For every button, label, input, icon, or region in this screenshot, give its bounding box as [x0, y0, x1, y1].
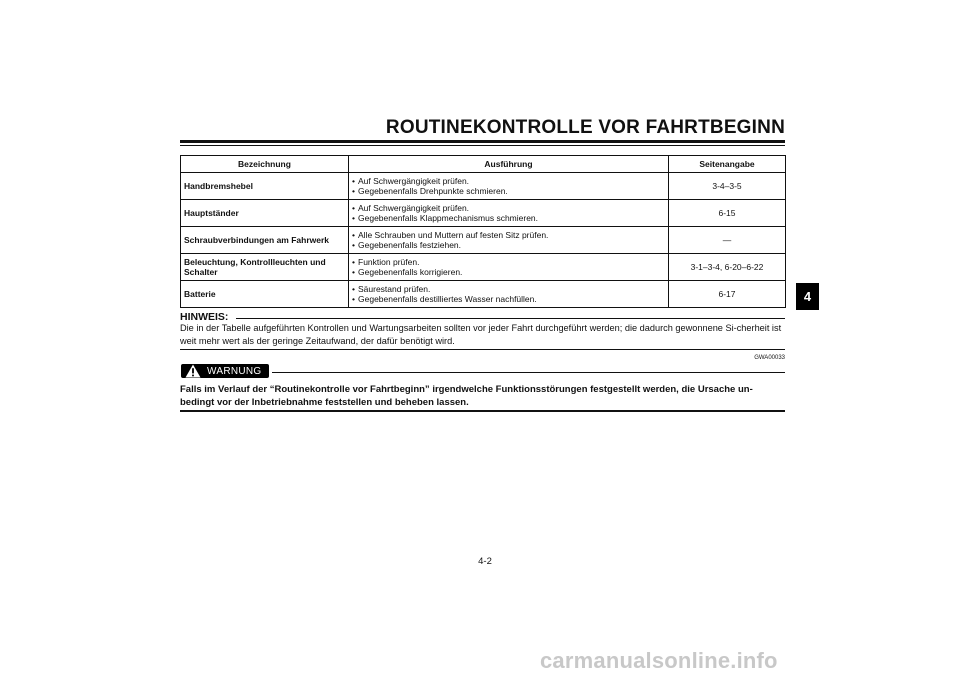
note-divider: [180, 349, 785, 350]
check-table: [180, 155, 786, 308]
watermark: carmanualsonline.info: [540, 648, 778, 673]
table-row: [181, 254, 786, 281]
row-actions: [349, 281, 669, 308]
table-row: [181, 281, 786, 308]
warning-label: WARNUNG: [207, 365, 262, 377]
warning-triangle-icon: [185, 364, 201, 378]
row-actions: [349, 173, 669, 200]
title-rule: [180, 140, 785, 146]
row-page: 3-1–3-4, 6-20–6-22: [669, 254, 786, 281]
table-row: [181, 227, 786, 254]
table-row: [181, 200, 786, 227]
warning-text: Falls im Verlauf der “Routinekontrolle vor Fahrtbeginn” irgendwelche Funktionsstörungen festgestellt werden, die Ursache un-bedingt vor der Inbetriebnahme feststellen und beheben lassen.: [180, 384, 753, 408]
action-item: • Funktion prüfen.: [352, 257, 665, 267]
page-number: 4-2: [478, 556, 492, 567]
action-item: • Gegebenenfalls festziehen.: [352, 240, 665, 250]
column-header-action: Ausführung: [349, 156, 669, 173]
action-item: • Gegebenenfalls Klappmechanismus schmieren.: [352, 213, 665, 223]
note-rule: [236, 318, 785, 319]
note-text: Die in der Tabelle aufgeführten Kontrollen und Wartungsarbeiten sollten vor jeder Fahrt durchgeführt werden; die dadurch gewonnene Si-cherheit ist weit mehr wert als der geringe Zeitaufwand, der dafür benötigt wird.: [180, 323, 782, 346]
warning-badge: [181, 364, 269, 378]
row-page: 3-4–3-5: [669, 173, 786, 200]
row-name: Beleuchtung, Kontrollleuchten und Schalter: [181, 254, 349, 281]
row-actions: [349, 254, 669, 281]
action-item: • Auf Schwergängigkeit prüfen.: [352, 176, 665, 186]
table-header-row: [181, 156, 786, 173]
row-name: Batterie: [181, 281, 349, 308]
warning-divider: [180, 410, 785, 412]
action-item: • Alle Schrauben und Muttern auf festen Sitz prüfen.: [352, 230, 665, 240]
row-name: Handbremshebel: [181, 173, 349, 200]
action-item: • Gegebenenfalls korrigieren.: [352, 267, 665, 277]
action-item: • Gegebenenfalls destilliertes Wasser nachfüllen.: [352, 294, 665, 304]
warning-rule: [272, 372, 785, 373]
row-name: Schraubverbindungen am Fahrwerk: [181, 227, 349, 254]
chapter-tab: 4: [796, 283, 819, 310]
warning-code: GWA00033: [754, 355, 785, 361]
row-actions: [349, 200, 669, 227]
row-page: —: [669, 227, 786, 254]
row-actions: [349, 227, 669, 254]
action-item: • Säurestand prüfen.: [352, 284, 665, 294]
page-title: ROUTINEKONTROLLE VOR FAHRTBEGINN: [385, 117, 785, 138]
note-label: HINWEIS:: [180, 311, 229, 323]
action-item: • Auf Schwergängigkeit prüfen.: [352, 203, 665, 213]
row-page: 6-15: [669, 200, 786, 227]
action-item: • Gegebenenfalls Drehpunkte schmieren.: [352, 186, 665, 196]
column-header-page: Seitenangabe: [669, 156, 786, 173]
row-page: 6-17: [669, 281, 786, 308]
column-header-name: Bezeichnung: [181, 156, 349, 173]
table-row: [181, 173, 786, 200]
row-name: Hauptständer: [181, 200, 349, 227]
